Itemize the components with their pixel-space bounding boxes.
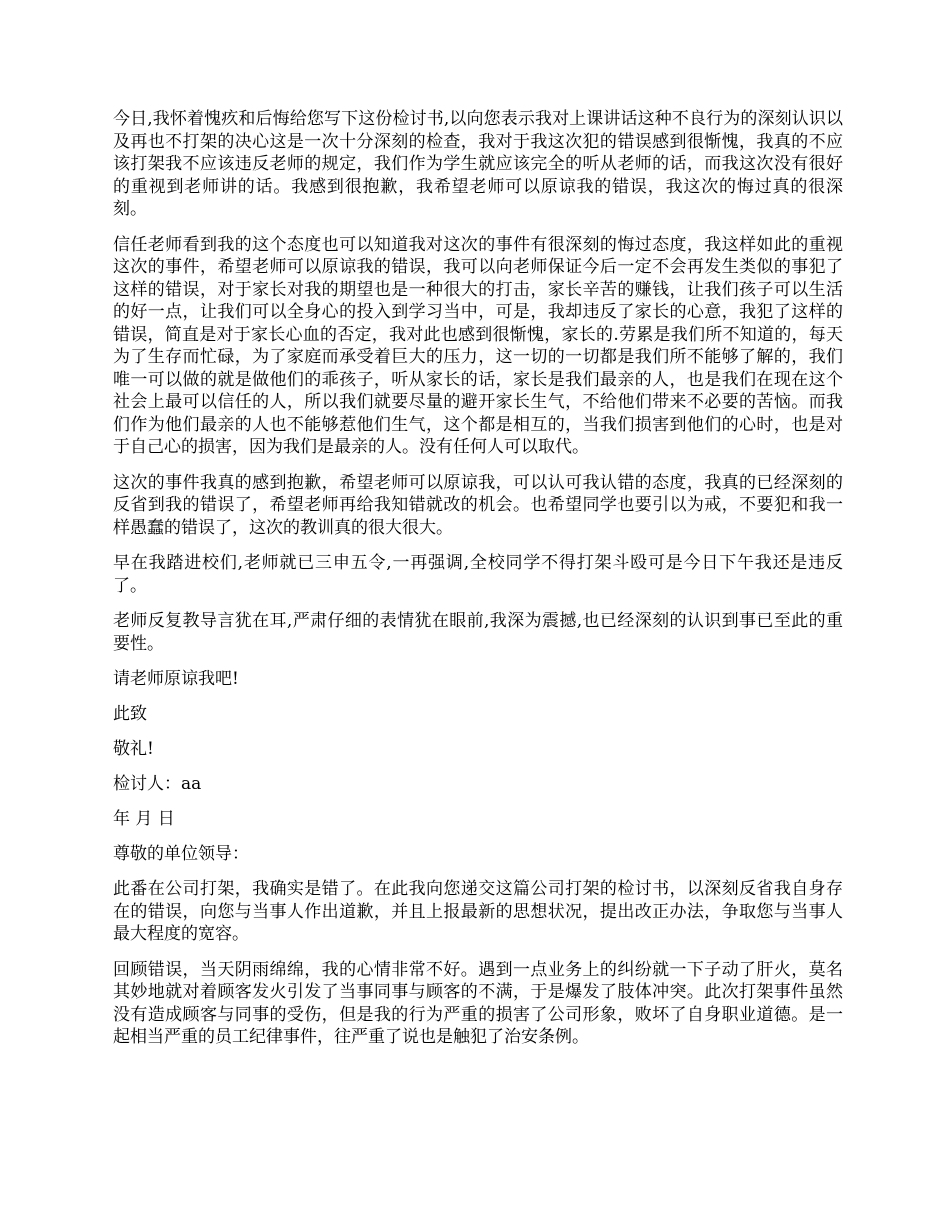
plea-line: 请老师原谅我吧!: [113, 669, 239, 689]
closing-line-2: 敬礼!: [113, 739, 154, 759]
document-body: [113, 108, 843, 1062]
salutation-line: 尊敬的单位领导：: [113, 844, 249, 864]
closing-line-1: 此致: [113, 704, 147, 724]
paragraph-5: 老师反复教导言犹在耳,严肃仔细的表情犹在眼前,我深为震撼,也已经深刻的认识到事已至此的重要性。: [113, 611, 843, 654]
paragraph-2: 信任老师看到我的这个态度也可以知道我对这次的事件有很深刻的悔过态度，我这样如此的重视这次的事件，希望老师可以原谅我的错误，我可以向老师保证今后一定不会再发生类似的事犯了这样的错误，对于家长对我的期望也是一种很大的打击，家长辛苦的赚钱，让我们孩子可以生活的好一点，让我们可以全身心的投入到学习当中，可是，我却违反了家长的心意，我犯了这样的错误，简直是对于家长心血的否定，我对此也感到很惭愧，家长的.劳累是我们所不知道的，每天为了生存而忙碌，为了家庭而承受着巨大的压力，这一切的一切都是我们所不能够了解的，我们唯一可以做的就是做他们的乖孩子，听从家长的话，家长是我们最亲的人，也是我们在现在这个社会上最可以信任的人，所以我们就要尽量的避开家长生气，不给他们带来不必要的苦恼。而我们作为他们最亲的人也不能够惹他们生气，这个都是相互的，当我们损害到他们的心时，也是对于自己心的损害，因为我们是最亲的人。没有任何人可以取代。: [113, 234, 843, 457]
signature-line: 检讨人：aa: [113, 774, 202, 794]
paragraph-4: 早在我踏进校们,老师就已三申五令,一再强调,全校同学不得打架斗殴可是今日下午我还是违反了。: [113, 553, 843, 596]
date-line: 年 月 日: [113, 809, 175, 829]
paragraph-6: 此番在公司打架，我确实是错了。在此我向您递交这篇公司打架的检讨书，以深刻反省我自身存在的错误，向您与当事人作出道歉，并且上报最新的思想状况，提出改正办法，争取您与当事人最大程度的宽容。: [113, 879, 843, 944]
paragraph-7: 回顾错误，当天阴雨绵绵，我的心情非常不好。遇到一点业务上的纠纷就一下子动了肝火，莫名其妙地就对着顾客发火引发了当事同事与顾客的不满，于是爆发了肢体冲突。此次打架事件虽然没有造成顾客与同事的受伤，但是我的行为严重的损害了公司形象，败坏了自身职业道德。是一起相当严重的员工纪律事件，往严重了说也是触犯了治安条例。: [113, 959, 843, 1047]
paragraph-3: 这次的事件我真的感到抱歉，希望老师可以原谅我，可以认可我认错的态度，我真的已经深刻的反省到我的错误了，希望老师再给我知错就改的机会。也希望同学也要引以为戒，不要犯和我一样愚蠢的错误了，这次的教训真的很大很大。: [113, 472, 843, 538]
paragraph-1: 今日,我怀着愧疚和后悔给您写下这份检讨书,以向您表示我对上课讲话这种不良行为的深刻认识以及再也不打架的决心这是一次十分深刻的检查，我对于我这次犯的错误感到很惭愧，我真的不应该打架我不应该违反老师的规定，我们作为学生就应该完全的听从老师的话，而我这次没有很好的重视到老师讲的话。我感到很抱歉，我希望老师可以原谅我的错误，我这次的悔过真的很深刻。: [113, 109, 843, 219]
